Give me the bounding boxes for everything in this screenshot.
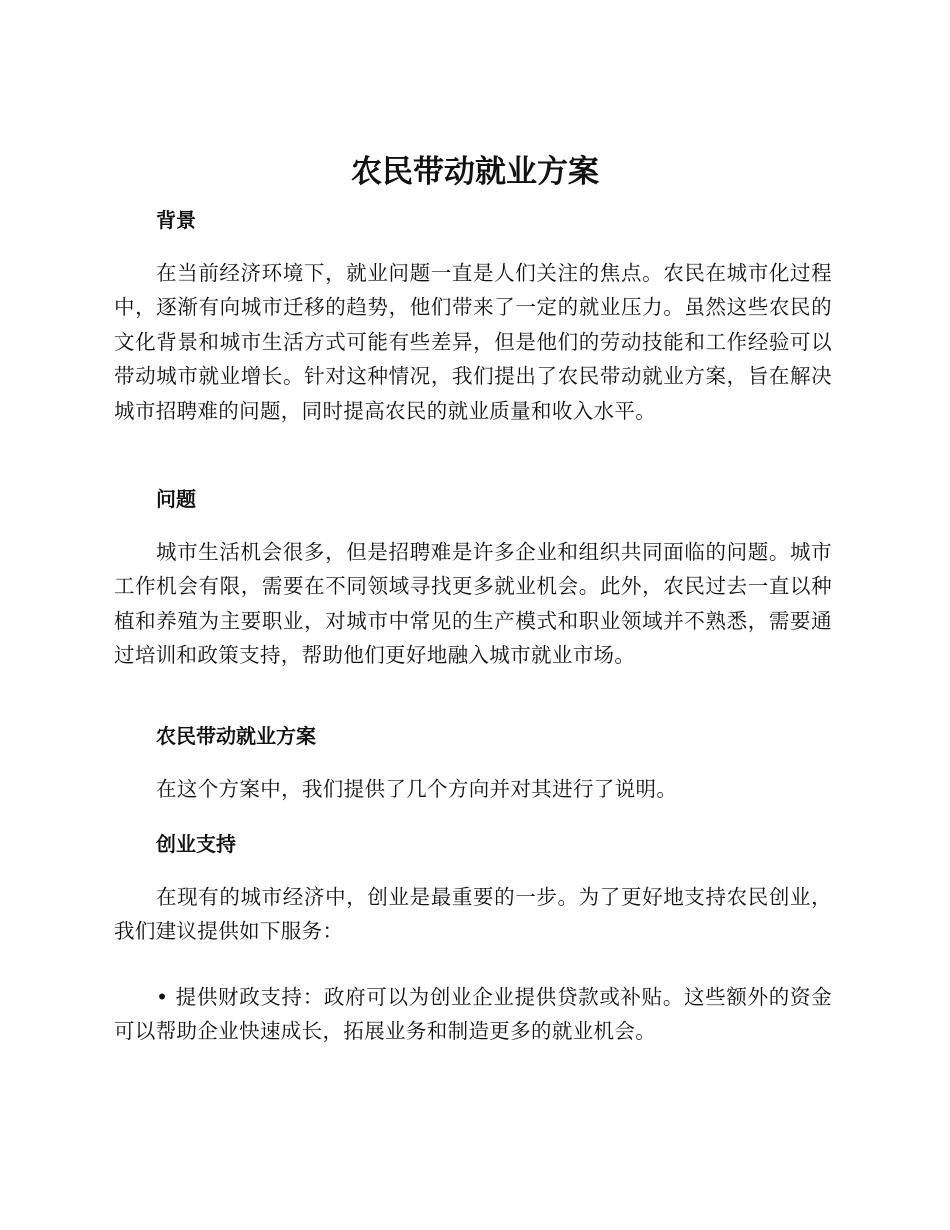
section-heading-entrepreneurship: 创业支持 <box>156 832 236 856</box>
document-title: 农民带动就业方案 <box>351 154 599 190</box>
paragraph-entrepreneurship: 在现有的城市经济中，创业是最重要的一步。为了更好地支持农民创业，我们建议提供如下服务： <box>114 885 832 944</box>
bullet-financial-support: • 提供财政支持：政府可以为创业企业提供贷款或补贴。这些额外的资金可以帮助企业快速成长，拓展业务和制造更多的就业机会。 <box>114 985 832 1044</box>
paragraph-plan: 在这个方案中，我们提供了几个方向并对其进行了说明。 <box>156 777 678 801</box>
section-heading-plan: 农民带动就业方案 <box>156 724 316 748</box>
paragraph-background: 在当前经济环境下，就业问题一直是人们关注的焦点。农民在城市化过程中，逐渐有向城市迁移的趋势，他们带来了一定的就业压力。虽然这些农民的文化背景和城市生活方式可能有些差异，但是他们的劳动技能和工作经验可以带动城市就业增长。针对这种情况，我们提出了农民带动就业方案，旨在解决城市招聘难的问题，同时提高农民的就业质量和收入水平。 <box>114 261 832 423</box>
section-heading-background: 背景 <box>156 208 196 232</box>
section-heading-problem: 问题 <box>156 487 196 511</box>
paragraph-problem: 城市生活机会很多，但是招聘难是许多企业和组织共同面临的问题。城市工作机会有限，需要在不同领域寻找更多就业机会。此外，农民过去一直以种植和养殖为主要职业，对城市中常见的生产模式和职业领域并不熟悉，需要通过培训和政策支持，帮助他们更好地融入城市就业市场。 <box>114 540 832 668</box>
